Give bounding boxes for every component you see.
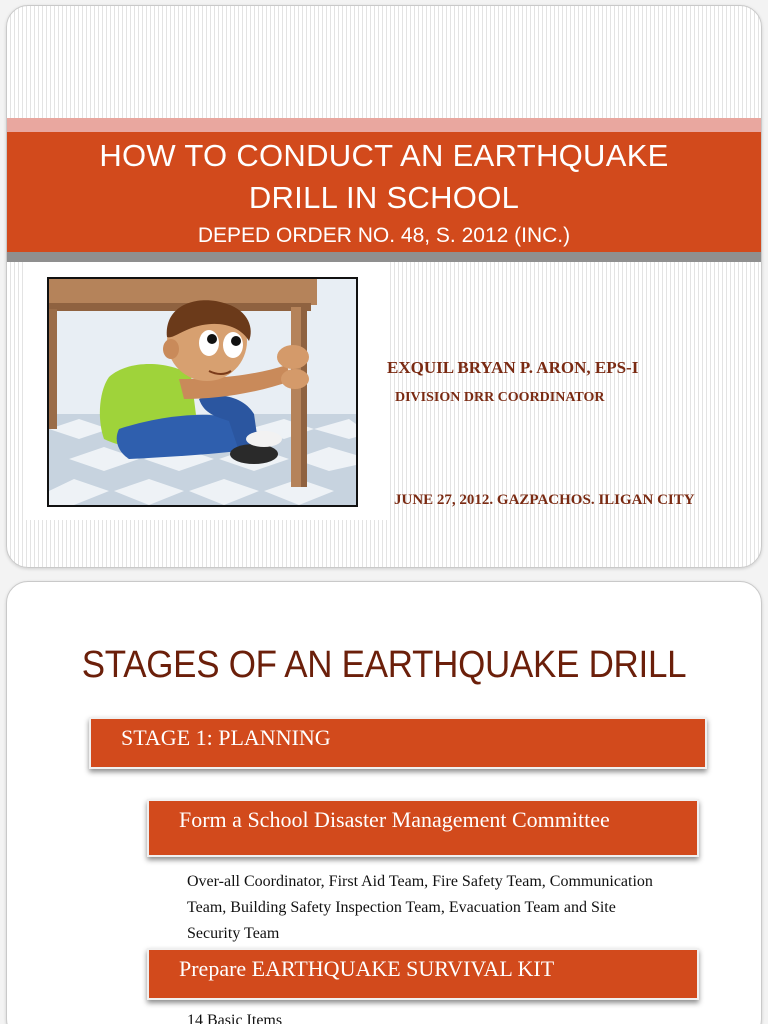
stage-1-label: STAGE 1: PLANNING [121,725,331,750]
earthquake-drill-illustration [47,277,358,507]
committee-teams-text: Over-all Coordinator, First Aid Team, Fire Safety Team, Communication Team, Building Safety Inspection Team, Evacuation Team and Site Security Team [187,873,653,942]
presenter-name: EXQUIL BRYAN P. ARON, EPS-I [387,358,639,377]
decorative-strip [7,118,761,132]
slide-title: STAGES OF AN EARTHQUAKE DRILL [81,644,687,686]
event-date-location: JUNE 27, 2012. GAZPACHOS. ILIGAN CITY [394,492,695,508]
title-band [7,132,761,252]
step-form-committee [147,799,699,857]
stages-slide [6,581,762,1024]
child-under-table-illustration [49,279,356,505]
illustration-frame [26,262,389,520]
survival-kit-items-text: 14 Basic Items [187,1012,283,1024]
step-survival-kit-label: Prepare EARTHQUAKE SURVIVAL KIT [179,956,555,981]
slide-subtitle: DEPED ORDER NO. 48, S. 2012 (INC.) [197,224,571,247]
presenter-role: DIVISION DRR COORDINATOR [395,390,605,405]
slide-title-line1: HOW TO CONDUCT AN EARTHQUAKE [99,138,669,173]
step-form-committee-label: Form a School Disaster Management Committee [179,807,610,832]
step-survival-kit [147,948,699,1000]
slide-title-line2: DRILL IN SCHOOL [248,180,520,215]
decorative-strip-grey [7,252,761,262]
title-slide [6,5,762,568]
stage-1-heading [89,717,707,769]
